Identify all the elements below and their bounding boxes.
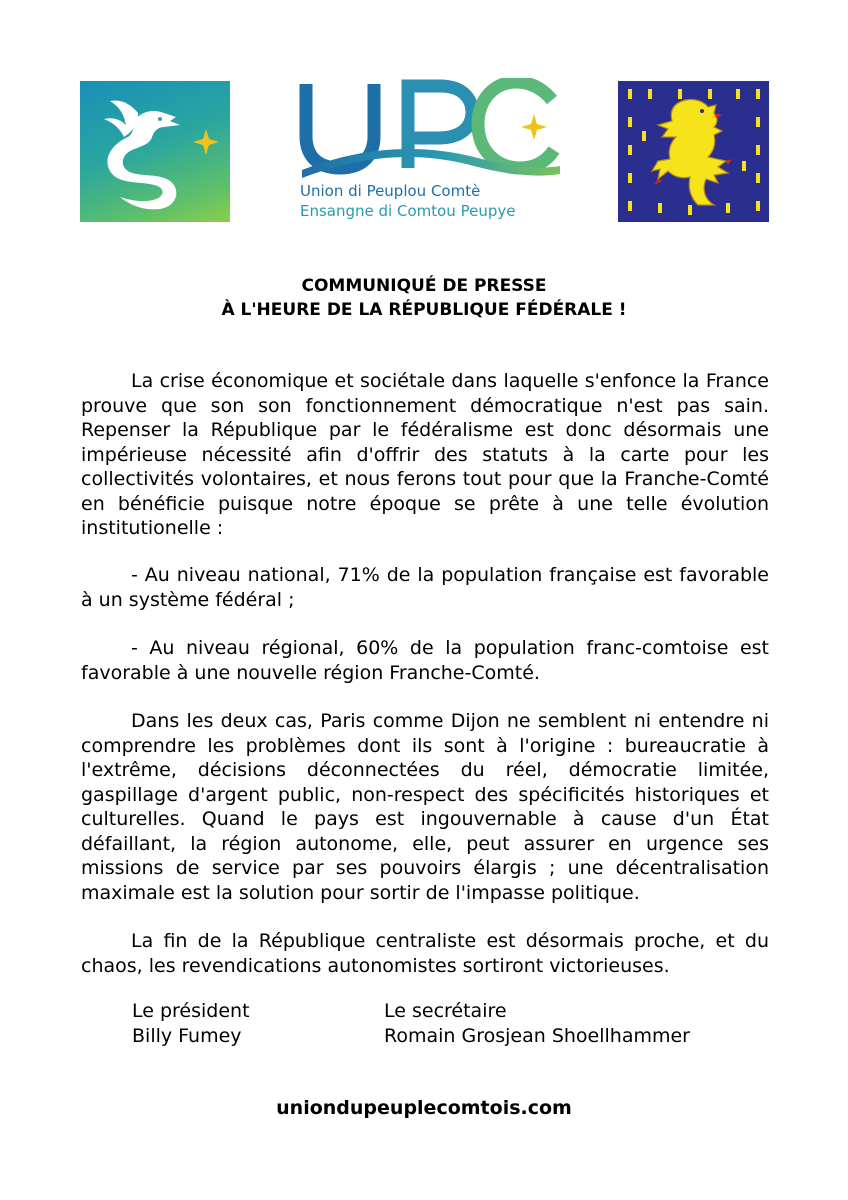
brand-name-line2: Ensangne di Comtou Peupye [300, 202, 516, 220]
upc-logo [298, 78, 560, 226]
title-line-2: À L'HEURE DE LA RÉPUBLIQUE FÉDÉRALE ! [221, 300, 627, 320]
paragraph-national-stat: - Au niveau national, 71% de la population française est favorable à un système fédéral ; [81, 564, 769, 611]
lion-flag-icon [618, 81, 769, 222]
upc-monogram-icon [298, 78, 560, 178]
paragraph-regional-stat: - Au niveau régional, 60% de la population franc-comtoise est favorable à une nouvelle région Franche-Comté. [81, 637, 769, 684]
signature-name: Billy Fumey [132, 1025, 242, 1047]
page-title [0, 274, 848, 322]
brand-name-line1: Union di Peuplou Comtè [300, 182, 481, 200]
paragraph-conclusion: La fin de la République centraliste est désormais proche, et du chaos, les revendications autonomistes sortiront victorieuses. [81, 930, 769, 977]
signature-president [132, 999, 250, 1049]
paragraph-analysis: Dans les deux cas, Paris comme Dijon ne semblent ni entendre ni comprendre les problèmes dont ils sont à l'origine : bureaucratie à l'extrême, décisions déconnectées du réel, démocratie limitée, gaspillage d'argent public, non-respect des spécificités historiques et culturelles. Quand le pays est ingouvernable à cause d'un État défaillant, la région autonome, elle, peut assurer en urgence ses missions de service par ses pouvoirs élargis ; une décentralisation maximale est la solution pour sortir de l'impasse politique. [81, 710, 769, 904]
title-line-1: COMMUNIQUÉ DE PRESSE [301, 276, 547, 296]
paragraph-intro: La crise économique et sociétale dans laquelle s'enfonce la France prouve que son son fonctionnement démocratique n'est pas sain. Repenser la République par le fédéralisme est donc désormais une impérieuse nécessité afin d'offrir des statuts à la carte pour les collectivités volontaires, et nous ferons tout pour que la Franche-Comté en bénéficie puisque notre époque se prête à une telle évolution institutionelle : [81, 370, 769, 539]
franche-comte-flag [618, 81, 769, 222]
dragon-star-logo [80, 81, 230, 222]
dragon-icon [80, 81, 230, 222]
signature-role: Le président [132, 1000, 250, 1022]
signature-role: Le secrétaire [384, 1000, 507, 1022]
signature-name: Romain Grosjean Shoellhammer [384, 1025, 690, 1047]
signature-secretary [384, 999, 690, 1049]
website-link[interactable]: uniondupeuplecomtois.com [276, 1097, 572, 1119]
